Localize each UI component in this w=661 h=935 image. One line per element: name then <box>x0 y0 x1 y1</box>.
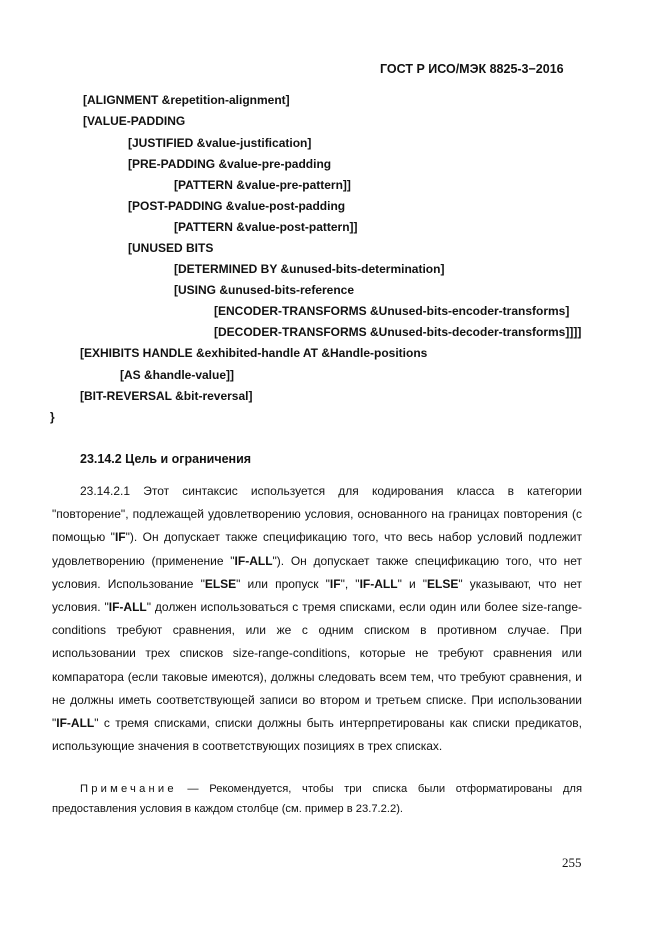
keyword: IF-ALL <box>359 576 398 591</box>
paragraph-text: 23.14.2.1 Этот синтаксис используется для кодирования класса в категории "повторение", подлежащей удовлетворению условия, основанного на границах повторения (с помощью " <box>52 484 582 545</box>
keyword: ELSE <box>204 576 237 591</box>
paragraph-text: " или пропуск " <box>236 576 330 591</box>
note-label: Примечание <box>80 783 177 795</box>
code-line: [EXHIBITS HANDLE &exhibited-handle AT &Handle-positions <box>80 346 428 360</box>
keyword: IF-ALL <box>234 553 273 568</box>
keyword: IF-ALL <box>56 716 95 731</box>
paragraph-text: "). Он допускает также спецификацию того, что весь набор условий подлежит удовлетворению (применение " <box>52 530 582 568</box>
document-header: ГОСТ Р ИСО/МЭК 8825-3−2016 <box>380 62 564 76</box>
code-line: [PATTERN &value-post-pattern]] <box>174 220 358 234</box>
code-line: } <box>50 410 55 424</box>
code-line: [POST-PADDING &value-post-padding <box>128 199 346 213</box>
paragraph-text: ", " <box>340 576 360 591</box>
keyword: ELSE <box>427 576 459 591</box>
paragraph-text: " должен использоваться с тремя списками, если один или более size-range-conditions требуют сравнения, или же с одним списком в противном случае. При использовании трех списков size-range-conditions, которые не требуют сравнения или компаратора (если таковые имеются), должны следовать всем тем, что требуют сравнения, и не должны иметь соответствующей записи во втором и третьем списке. При использовании " <box>52 600 582 731</box>
paragraph-text: " указывают, что нет условия. " <box>52 576 583 615</box>
paragraph-text: "). Он допускает также спецификацию того, что нет условия. Использование " <box>52 553 582 591</box>
keyword: IF <box>329 576 341 591</box>
code-line: [DETERMINED BY &unused-bits-determination] <box>174 262 445 276</box>
note-text: Рекомендуется, чтобы три списка были отформатированы для предоставления условия в каждом столбце (см. пример в 23.7.2.2). <box>52 783 583 815</box>
paragraph-text: " с тремя списками, списки должны быть интерпретированы как списки предикатов, использующие значения в соответствующих позициях в трех списках. <box>52 716 582 754</box>
code-line: [BIT-REVERSAL &bit-reversal] <box>80 389 253 403</box>
paragraph-text: " и " <box>397 576 428 591</box>
body-paragraph <box>52 480 582 758</box>
keyword: IF <box>114 530 126 545</box>
code-line: [ENCODER-TRANSFORMS &Unused-bits-encoder-transforms] <box>214 304 570 318</box>
note-paragraph <box>52 779 582 819</box>
code-line: [DECODER-TRANSFORMS &Unused-bits-decoder-transforms]]]] <box>214 325 582 339</box>
code-line: [AS &handle-value]] <box>120 368 235 382</box>
code-line: [ALIGNMENT &repetition-alignment] <box>83 93 290 107</box>
note-dash: — <box>176 783 210 795</box>
code-line: [VALUE-PADDING <box>83 114 186 128</box>
code-line: [UNUSED BITS <box>128 241 214 255</box>
page-number: 255 <box>562 855 582 870</box>
code-line: [PRE-PADDING &value-pre-padding <box>128 157 332 171</box>
code-line: [JUSTIFIED &value-justification] <box>128 136 312 150</box>
section-title: 23.14.2 Цель и ограничения <box>80 452 252 466</box>
code-line: [USING &unused-bits-reference <box>174 283 355 297</box>
code-line: [PATTERN &value-pre-pattern]] <box>174 178 351 192</box>
keyword: IF-ALL <box>108 600 147 615</box>
